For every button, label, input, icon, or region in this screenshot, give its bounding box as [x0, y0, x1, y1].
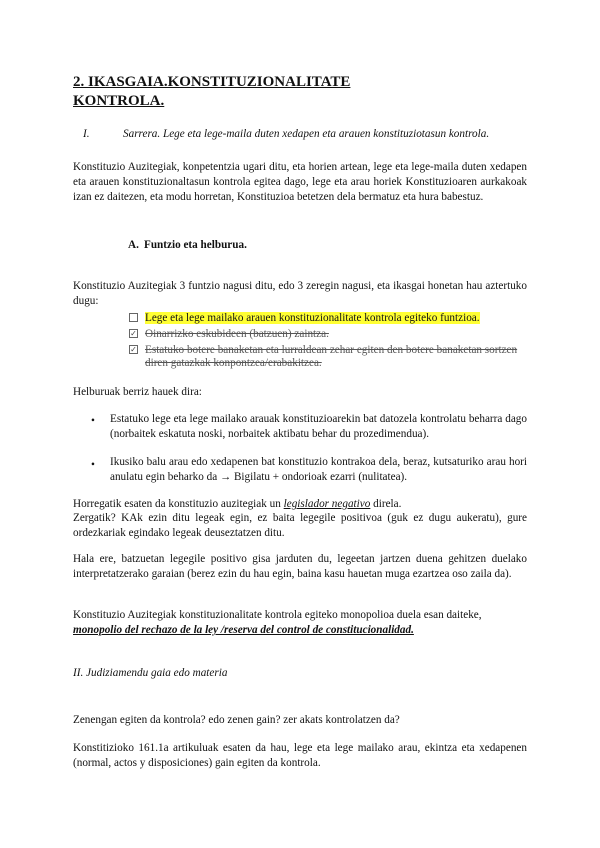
section-1-number: I. [83, 128, 90, 140]
section-1-heading [73, 128, 489, 140]
goals-intro: Helburuak berriz hauek dira: [73, 386, 202, 398]
checklist-item-text: Oinarrizko eskubideen (batzuen) zaintza. [145, 328, 329, 340]
final-paragraph: Konstitizioko 161.1a artikuluak esaten da hau, lege eta lege mailako arau, ekintza eta xedapenen (normal, actos y disposiciones) gain egiten da kontrola. [73, 742, 527, 769]
positive-legislator-paragraph: Hala ere, batzuetan legegile positivo gisa jarduten du, legeetan jartzen duena gehitzen duelako interpretatzerako garaian (berez ezin du hau egin, baina kasu hauetan muga ezartzea oso zaila da). [73, 553, 527, 580]
monopoly-text: Konstituzio Auzitegiak konstituzionalitate kontrola egiteko monopolioa duela esan daiteke, [73, 609, 482, 621]
intro-paragraph: Konstituzio Auzitegiak, konpetentzia ugari ditu, eta horien artean, lege eta lege-maila duten xedapen eta arauen konstituzionaltasun kontrola egitea dago, lege eta arau horiek Konstituzioaren aurkakoak izan ez daitezen, eta modu horretan, Konstituzioa betetzen dela bermatuz eta hura babestuz. [73, 161, 527, 203]
checkbox-icon[interactable] [129, 313, 138, 322]
checklist-item-text: Lege eta lege mailako arauen konstituzionalitate kontrola egiteko funtzioa. [145, 312, 480, 324]
checked-checkbox-icon[interactable]: ✓ [130, 345, 137, 354]
page-title-line-2: KONTROLA. [73, 93, 165, 109]
goal-item: Ikusiko balu arau edo xedapenen bat konstituzio kontrakoa dela, beraz, kutsaturiko arau hori anulatu egin beharko da → Bigilatu + ondorioak ezarri (nulitatea). [110, 456, 527, 483]
goal-item: Estatuko lege eta lege mailako arauak konstituzioarekin bat datozela kontrolatu beharra dago (norbaitek eskatuta noski, norbaitek aktibatu behar du prozedimendua). [110, 413, 527, 440]
page-title-line-1: 2. IKASGAIA.KONSTITUZIONALITATE [73, 74, 351, 90]
negative-legislator-term: legislador negativo [283, 498, 371, 510]
negative-legislator-after: direla. [370, 498, 402, 510]
negative-legislator-before: Horregatik esaten da konstituzio auzitegiak un [73, 498, 284, 510]
subsection-a-heading [128, 239, 247, 251]
subsection-a-title: Funtzio eta helburua. [144, 239, 247, 251]
checked-checkbox-icon[interactable]: ✓ [130, 329, 137, 338]
question-paragraph: Zenengan egiten da kontrola? edo zenen gain? zer akats kontrolatzen da? [73, 714, 400, 726]
section-1-title: Sarrera. Lege eta lege-maila duten xedapen eta arauen konstituziotasun kontrola. [123, 128, 490, 140]
functions-paragraph: Konstituzio Auzitegiak 3 funtzio nagusi ditu, edo 3 zeregin nagusi, eta ikasgai honetan hau aztertuko dugu: [73, 280, 527, 307]
checklist-item [129, 328, 527, 341]
checklist-item [129, 312, 527, 325]
bullet-icon: • [91, 459, 95, 471]
section-2-heading: II. Judiziamendu gaia edo materia [73, 667, 228, 679]
page-title [73, 73, 350, 111]
bullet-icon: • [91, 415, 95, 427]
checklist-item [129, 344, 527, 370]
checklist-item-text: Estatuko botere banaketan eta lurraldean zehar egiten den botere banaketan sortzen diren gatazkak konpontzea/erabakitzea. [145, 344, 518, 369]
negative-legislator-paragraph [73, 497, 527, 512]
monopoly-emphasis: monopolio del rechazo de la ley /reserva del control de constitucionalidad. [73, 624, 414, 636]
subsection-a-letter: A. [128, 239, 139, 251]
monopoly-paragraph [73, 608, 527, 638]
why-paragraph: Zergatik? KAk ezin ditu legeak egin, ez baita legegile positivoa (guk ez dugu aukeratu), gure ordezkariak egindako legeak deuseztatzen ditu. [73, 512, 527, 539]
